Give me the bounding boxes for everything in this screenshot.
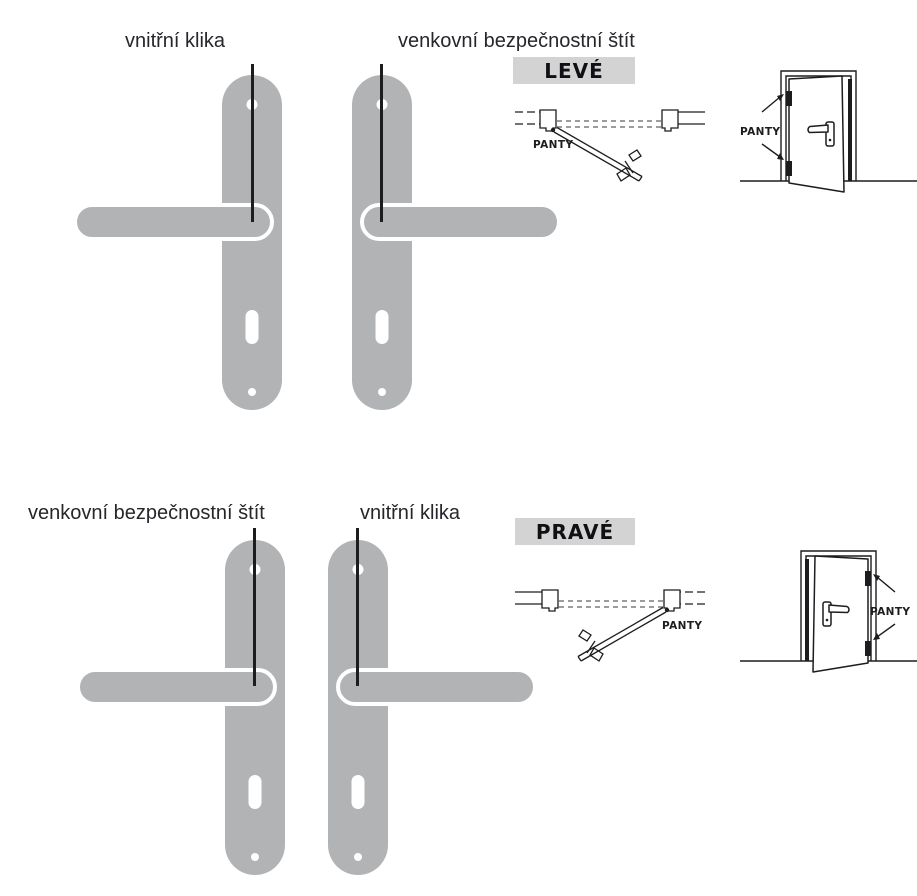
hinge-icon	[786, 91, 792, 106]
orientation-badge-prave: PRAVÉ	[515, 518, 635, 545]
door-leaf	[813, 556, 868, 672]
wall-line	[680, 592, 705, 604]
screw-hole-bottom-icon	[378, 388, 386, 396]
lever-icon	[829, 605, 849, 613]
handle-doodle-icon	[617, 150, 641, 181]
hinge-jamb-icon	[540, 110, 556, 131]
latch-jamb-icon	[662, 110, 678, 131]
hinge-icon	[865, 571, 871, 586]
hinge-pivot-icon	[551, 128, 555, 132]
panty-label: PANTY	[662, 620, 703, 632]
screw-hole-bottom-icon	[354, 853, 362, 861]
door-top-view-schematic-left	[505, 95, 715, 205]
door-handle-lever-right	[336, 668, 537, 706]
label-inner-handle: vnitřní klika	[360, 502, 461, 524]
door-front-view-left-hinged	[740, 48, 917, 200]
door-handle-lever-left	[76, 668, 277, 706]
panty-label: PANTY	[533, 139, 574, 151]
keyhole-icon	[352, 775, 365, 809]
orientation-badge-leve: LEVÉ	[513, 57, 635, 84]
keyhole-icon	[376, 310, 389, 344]
door-top-view-schematic-right	[505, 575, 715, 685]
door-handle-lever-right	[360, 203, 561, 241]
keyhole-icon	[249, 775, 262, 809]
screw-hole-bottom-icon	[251, 853, 259, 861]
door-reveal	[805, 559, 809, 661]
hinge-icon	[865, 641, 871, 656]
label-outer-security-plate: venkovní bezpečnostní štít	[28, 502, 265, 524]
closed-door-dashed-line	[559, 601, 663, 607]
hinge-pivot-icon	[665, 608, 669, 612]
door-reveal	[848, 79, 852, 181]
hinge-jamb-icon	[664, 590, 680, 611]
spindle-line	[251, 64, 254, 222]
latch-jamb-icon	[542, 590, 558, 611]
door-front-view-right-hinged	[740, 528, 917, 680]
label-outer-security-plate: venkovní bezpečnostní štít	[398, 30, 635, 52]
hinge-icon	[786, 161, 792, 176]
keyhole-dot-icon	[826, 619, 829, 622]
spindle-line	[356, 528, 359, 686]
panty-label: PANTY	[740, 126, 781, 138]
screw-hole-bottom-icon	[248, 388, 256, 396]
label-inner-handle: vnitřní klika	[125, 30, 226, 52]
wall-line	[515, 112, 540, 124]
door-leaf	[789, 76, 844, 192]
panty-label: PANTY	[870, 606, 911, 618]
lever-icon	[808, 125, 828, 133]
door-handle-lever-left	[73, 203, 274, 241]
spindle-line	[380, 64, 383, 222]
spindle-line	[253, 528, 256, 686]
handle-doodle-icon	[579, 630, 603, 661]
keyhole-icon	[246, 310, 259, 344]
closed-door-dashed-line	[557, 121, 661, 127]
keyhole-dot-icon	[829, 139, 832, 142]
